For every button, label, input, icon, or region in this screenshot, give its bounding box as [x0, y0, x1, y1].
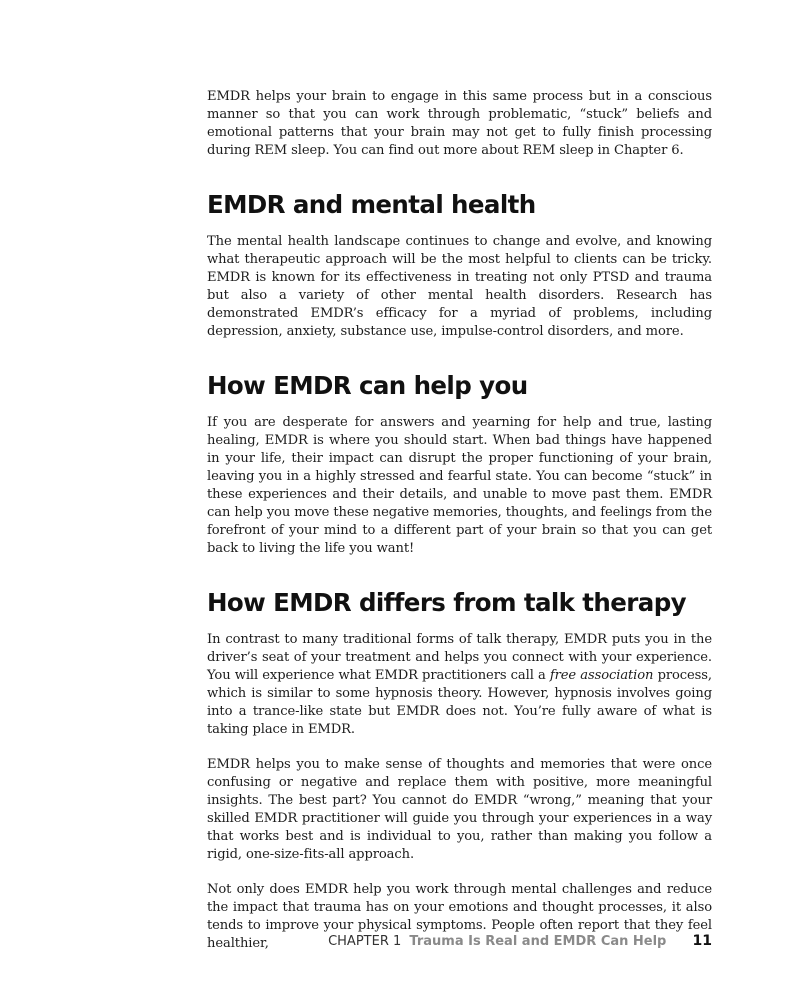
chapter-title: Trauma Is Real and EMDR Can Help — [409, 934, 667, 949]
page-body — [207, 88, 712, 970]
page-number: 11 — [692, 933, 712, 949]
section-mental-health — [207, 190, 712, 341]
body-paragraph — [207, 631, 712, 739]
body-paragraph: The mental health landscape continues to change and evolve, and knowing what therapeutic approach will be the most helpful to clients can be tricky. EMDR is known for its effectiveness in treating not only PTSD and trauma but also a variety of other mental health disorders. Research has demonstrated EMDR’s efficacy for a myriad of problems, including depression, anxiety, substance use, impulse-control disorders, and more. — [207, 234, 712, 339]
paragraph-text: process, which is similar to some hypnosis theory. However, hypnosis involves going into a trance-like state but EMDR does not. You’re fully aware of what is taking place in EMDR. — [207, 668, 712, 737]
paragraph-text: In contrast to many traditional forms of talk therapy, EMDR puts you in the driver’s seat of your treatment and helps you connect with your experience. You will experience what EMDR practitioners call a — [207, 632, 712, 683]
italic-term: free association — [549, 668, 654, 683]
section-how-emdr-helps — [207, 371, 712, 558]
section-heading: How EMDR differs from talk therapy — [207, 588, 687, 617]
body-paragraph: Not only does EMDR help you work through mental challenges and reduce the impact that trauma has on your emotions and thought processes, it also tends to improve your physical symptoms. People often report that they feel healthier, — [207, 882, 712, 951]
section-differs-from-talk-therapy — [207, 588, 712, 953]
intro-paragraph: EMDR helps your brain to engage in this same process but in a conscious manner so that you can work through problematic, “stuck” beliefs and emotional patterns that your brain may not get to fully finish processing during REM sleep. You can find out more about REM sleep in Chapter 6. — [207, 89, 712, 158]
chapter-label: CHAPTER 1 — [328, 934, 402, 949]
section-heading: EMDR and mental health — [207, 190, 536, 219]
body-paragraph: If you are desperate for answers and yearning for help and true, lasting healing, EMDR is where you should start. When bad things have happened in your life, their impact can disrupt the proper functioning of your brain, leaving you in a highly stressed and fearful state. You can become “stuck” in these experiences and their details, and unable to move past them. EMDR can help you move these negative memories, thoughts, and feelings from the forefront of your mind to a different part of your brain so that you can get back to living the life you want! — [207, 415, 712, 556]
page-footer — [328, 932, 712, 951]
section-heading: How EMDR can help you — [207, 371, 528, 400]
body-paragraph: EMDR helps you to make sense of thoughts and memories that were once confusing or negative and replace them with positive, more meaningful insights. The best part? You cannot do EMDR “wrong,” meaning that your skilled EMDR practitioner will guide you through your experiences in a way that works best and is individual to you, rather than making you follow a rigid, one-size-fits-all approach. — [207, 757, 712, 862]
